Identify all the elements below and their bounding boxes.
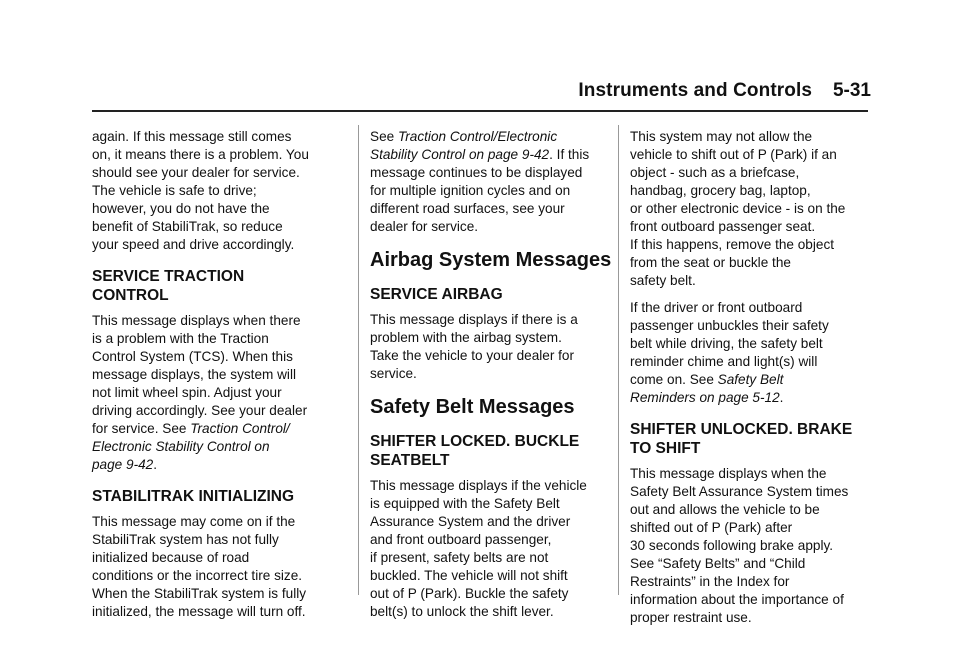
paragraph	[630, 128, 876, 290]
header-rule	[92, 110, 868, 112]
text-line: This message displays if the vehicle	[370, 478, 587, 493]
column-divider	[358, 125, 359, 595]
text-line: This message displays when the	[630, 466, 827, 481]
text-line: not limit wheel spin. Adjust your	[92, 385, 282, 400]
text-fragment: .	[779, 390, 784, 405]
text-line: message continues to be displayed	[370, 165, 583, 180]
heading-line: SEATBELT	[370, 452, 450, 469]
cross-reference: Traction Control/Electronic	[397, 129, 558, 144]
text-line: message displays, the system will	[92, 367, 296, 382]
cross-reference: Reminders on page 5-12	[630, 390, 780, 405]
text-line: proper restraint use.	[630, 610, 752, 625]
heading-airbag-system-messages: Airbag System Messages	[370, 249, 612, 271]
column-3	[630, 128, 876, 636]
heading-line: CONTROL	[92, 287, 169, 304]
cross-reference: Electronic Stability Control on	[92, 439, 270, 454]
text-line: conditions or the incorrect tire size.	[92, 568, 303, 583]
paragraph	[92, 312, 338, 474]
heading-line: SHIFTER LOCKED. BUCKLE	[370, 433, 580, 450]
text-line: out of P (Park). Buckle the safety	[370, 586, 569, 601]
text-line: initialized, the message will turn off.	[92, 604, 306, 619]
paragraph	[92, 128, 338, 254]
paragraph	[370, 311, 616, 383]
text-fragment: See	[370, 129, 398, 144]
text-line: out and allows the vehicle to be	[630, 502, 820, 517]
column-divider	[618, 125, 619, 595]
section-title: Instruments and Controls	[578, 80, 812, 101]
text-line: StabiliTrak system has not fully	[92, 532, 279, 547]
text-line: Control System (TCS). When this	[92, 349, 293, 364]
text-fragment: come on. See	[630, 372, 718, 387]
text-line: 30 seconds following brake apply.	[630, 538, 834, 553]
text-line	[630, 371, 876, 389]
heading-service-airbag: SERVICE AIRBAG	[370, 286, 503, 303]
heading-line: TO SHIFT	[630, 440, 701, 457]
text-fragment: . If this	[549, 147, 590, 162]
text-line	[92, 420, 338, 438]
text-line: your speed and drive accordingly.	[92, 237, 295, 252]
cross-reference: Safety Belt	[717, 372, 784, 387]
cross-reference: Stability Control on page 9-42	[370, 147, 550, 162]
text-line: however, you do not have the	[92, 201, 270, 216]
text-line: passenger unbuckles their safety	[630, 318, 829, 333]
text-line: initialized because of road	[92, 550, 250, 565]
text-fragment: .	[153, 457, 158, 472]
cross-reference: Traction Control/	[190, 421, 290, 436]
text-line: This system may not allow the	[630, 129, 813, 144]
text-line: problem with the airbag system.	[370, 330, 562, 345]
text-line: Safety Belt Assurance System times	[630, 484, 849, 499]
page-header	[0, 80, 960, 110]
text-line: information about the importance of	[630, 592, 844, 607]
text-line: and front outboard passenger,	[370, 532, 552, 547]
text-line: Take the vehicle to your dealer for	[370, 348, 575, 363]
text-line: This message may come on if the	[92, 514, 296, 529]
text-line: shifted out of P (Park) after	[630, 520, 793, 535]
paragraph	[370, 128, 616, 236]
text-line: If this happens, remove the object	[630, 237, 835, 252]
text-line: is a problem with the Traction	[92, 331, 269, 346]
text-line: from the seat or buckle the	[630, 255, 791, 270]
text-line: belt while driving, the safety belt	[630, 336, 823, 351]
text-line	[630, 389, 876, 407]
text-line: for multiple ignition cycles and on	[370, 183, 571, 198]
text-line: This message displays when there	[92, 313, 301, 328]
text-line: front outboard passenger seat.	[630, 219, 816, 234]
text-line: reminder chime and light(s) will	[630, 354, 818, 369]
text-line: is equipped with the Safety Belt	[370, 496, 560, 511]
text-fragment: for service. See	[92, 421, 191, 436]
text-line: If the driver or front outboard	[630, 300, 803, 315]
column-2	[370, 128, 616, 630]
text-line	[92, 456, 338, 474]
paragraph	[370, 477, 616, 621]
paragraph	[92, 513, 338, 621]
heading-line: SERVICE TRACTION	[92, 268, 245, 285]
paragraph	[630, 465, 876, 627]
heading-line: SHIFTER UNLOCKED. BRAKE	[630, 421, 853, 438]
text-line: different road surfaces, see your	[370, 201, 565, 216]
text-line: vehicle to shift out of P (Park) if an	[630, 147, 837, 162]
text-line	[370, 128, 616, 146]
text-line: should see your dealer for service.	[92, 165, 300, 180]
text-line: This message displays if there is a	[370, 312, 578, 327]
text-line: The vehicle is safe to drive;	[92, 183, 257, 198]
heading-service-traction-control	[92, 267, 338, 305]
text-line: on, it means there is a problem. You	[92, 147, 309, 162]
text-line: Assurance System and the driver	[370, 514, 571, 529]
heading-shifter-locked	[370, 432, 616, 470]
text-line: Restraints” in the Index for	[630, 574, 790, 589]
heading-stabilitrak-initializing: STABILITRAK INITIALIZING	[92, 488, 295, 505]
column-1	[92, 128, 338, 630]
page-number: 5-31	[832, 80, 871, 101]
text-line: See “Safety Belts” and “Child	[630, 556, 806, 571]
text-line: object - such as a briefcase,	[630, 165, 800, 180]
text-line: When the StabiliTrak system is fully	[92, 586, 307, 601]
cross-reference: page 9-42	[92, 457, 154, 472]
text-line: safety belt.	[630, 273, 696, 288]
text-line: service.	[370, 366, 417, 381]
text-line: driving accordingly. See your dealer	[92, 403, 308, 418]
text-line: benefit of StabiliTrak, so reduce	[92, 219, 283, 234]
paragraph	[630, 299, 876, 407]
text-line: dealer for service.	[370, 219, 479, 234]
heading-safety-belt-messages: Safety Belt Messages	[370, 396, 575, 418]
text-line	[370, 146, 616, 164]
text-line: buckled. The vehicle will not shift	[370, 568, 568, 583]
text-line: if present, safety belts are not	[370, 550, 549, 565]
text-line: or other electronic device - is on the	[630, 201, 846, 216]
heading-shifter-unlocked	[630, 420, 876, 458]
text-line: handbag, grocery bag, laptop,	[630, 183, 811, 198]
text-line: again. If this message still comes	[92, 129, 292, 144]
text-line: belt(s) to unlock the shift lever.	[370, 604, 554, 619]
